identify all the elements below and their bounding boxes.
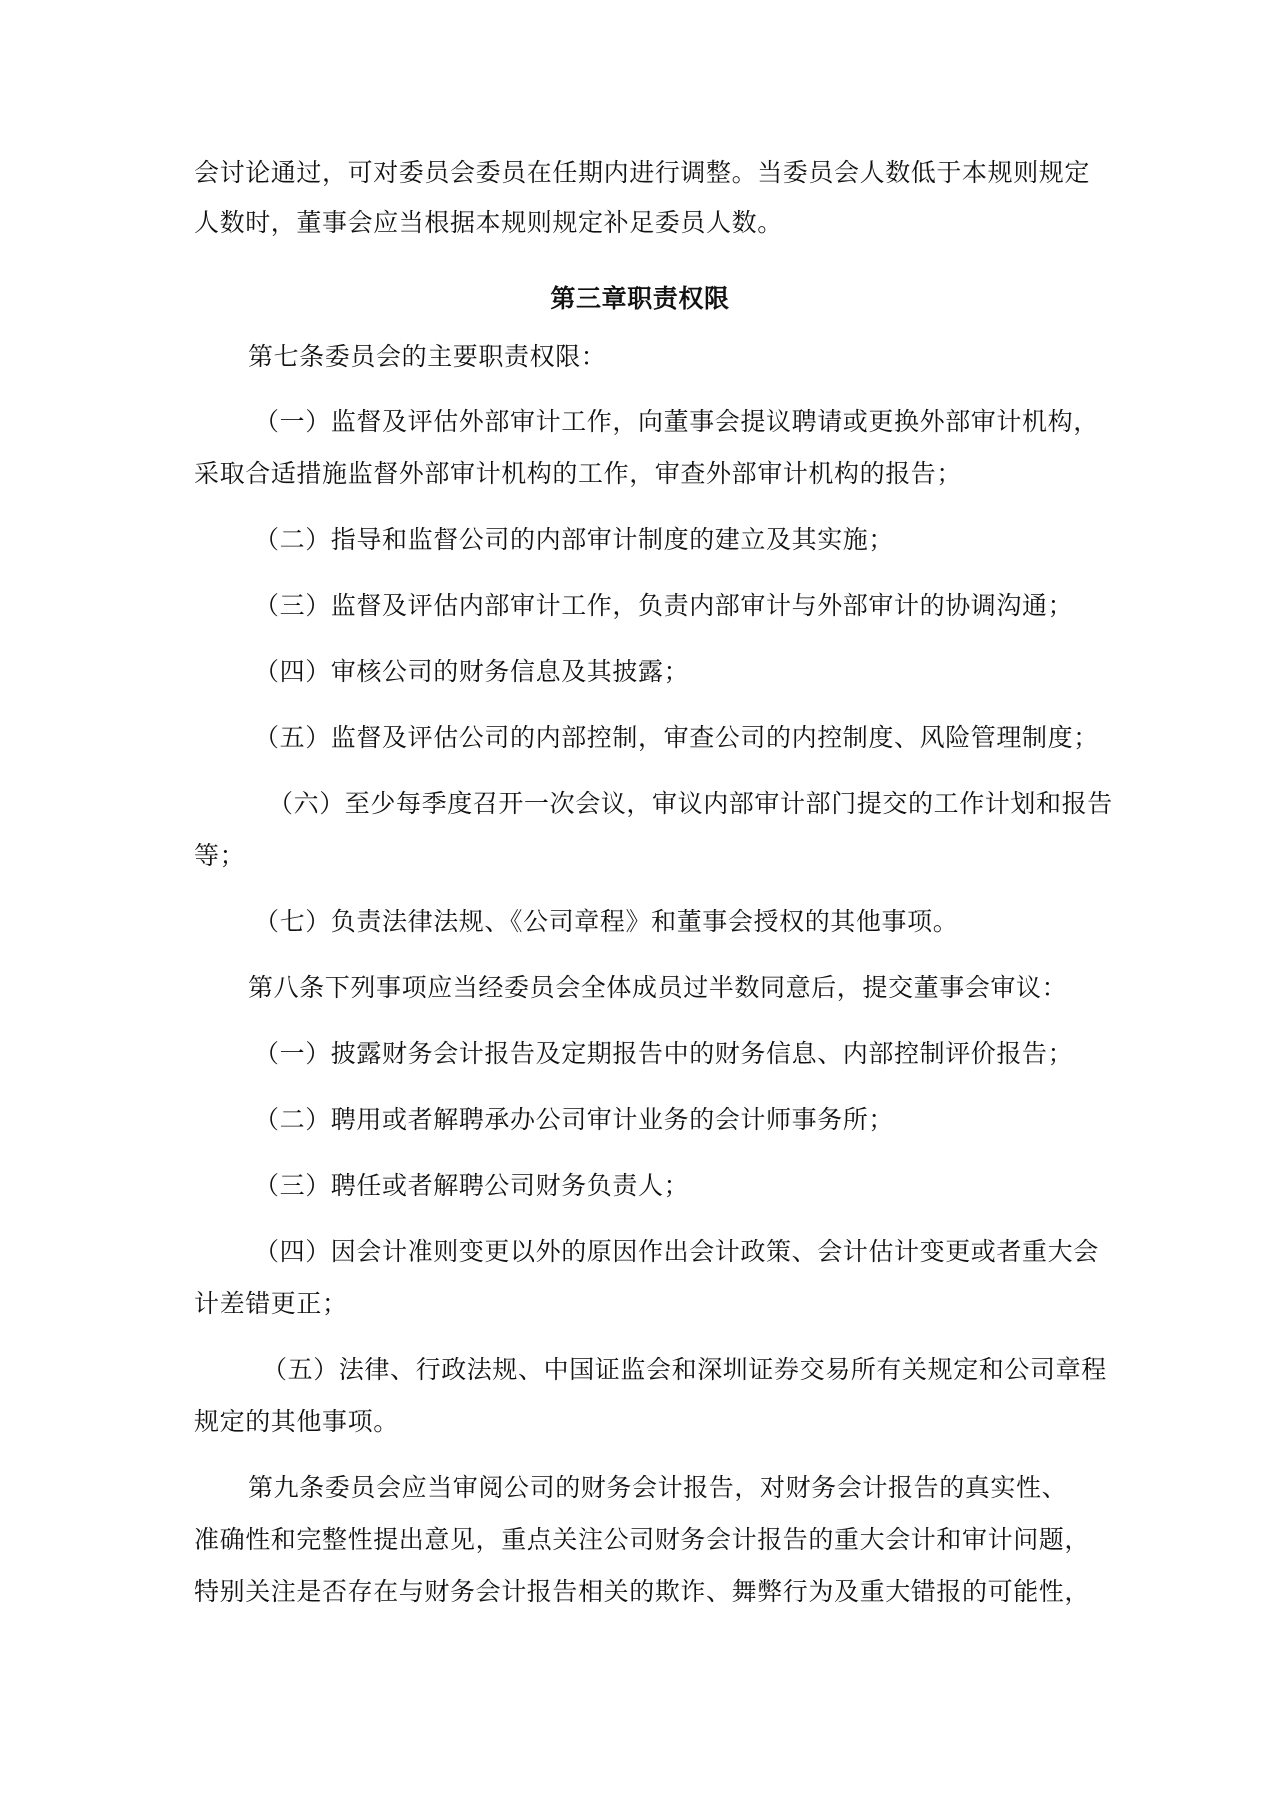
paragraph-line: 会讨论通过，可对委员会委员在任期内进行调整。当委员会人数低于本规则规定 [194, 158, 1091, 187]
article-7-item-1-cont: 采取合适措施监督外部审计机构的工作，审查外部审计机构的报告； [194, 459, 963, 488]
article-7-intro: 第七条委员会的主要职责权限： [248, 342, 607, 371]
article-7-item-4: （四）审核公司的财务信息及其披露； [254, 657, 690, 686]
article-8-item-4: （四）因会计准则变更以外的原因作出会计政策、会计估计变更或者重大会 [254, 1237, 1099, 1266]
article-7-item-3: （三）监督及评估内部审计工作，负责内部审计与外部审计的协调沟通； [254, 591, 1074, 620]
article-8-item-1: （一）披露财务会计报告及定期报告中的财务信息、内部控制评价报告； [254, 1039, 1074, 1068]
article-8-item-5-cont: 规定的其他事项。 [194, 1407, 399, 1436]
article-7-item-7: （七）负责法律法规、《公司章程》和董事会授权的其他事项。 [254, 907, 959, 936]
article-7-item-6: （六）至少每季度召开一次会议，审议内部审计部门提交的工作计划和报告 [268, 789, 1113, 818]
article-7-item-5: （五）监督及评估公司的内部控制，审查公司的内控制度、风险管理制度； [254, 723, 1099, 752]
article-9-line: 第九条委员会应当审阅公司的财务会计报告，对财务会计报告的真实性、 [248, 1473, 1068, 1502]
article-7-item-6-cont: 等； [194, 841, 246, 870]
paragraph-line: 人数时，董事会应当根据本规则规定补足委员人数。 [194, 208, 783, 237]
article-8-item-3: （三）聘任或者解聘公司财务负责人； [254, 1171, 690, 1200]
article-7-item-1: （一）监督及评估外部审计工作，向董事会提议聘请或更换外部审计机构， [254, 407, 1099, 436]
chapter-heading: 第三章职责权限 [550, 284, 730, 313]
article-8-item-2: （二）聘用或者解聘承办公司审计业务的会计师事务所； [254, 1105, 895, 1134]
article-8-intro: 第八条下列事项应当经委员会全体成员过半数同意后，提交董事会审议： [248, 973, 1068, 1002]
article-8-item-5: （五）法律、行政法规、中国证监会和深圳证券交易所有关规定和公司章程 [262, 1355, 1107, 1384]
article-9-line: 准确性和完整性提出意见，重点关注公司财务会计报告的重大会计和审计问题， [194, 1525, 1091, 1554]
article-8-item-4-cont: 计差错更正； [194, 1289, 348, 1318]
article-9-line: 特别关注是否存在与财务会计报告相关的欺诈、舞弊行为及重大错报的可能性， [194, 1577, 1091, 1606]
article-7-item-2: （二）指导和监督公司的内部审计制度的建立及其实施； [254, 525, 895, 554]
